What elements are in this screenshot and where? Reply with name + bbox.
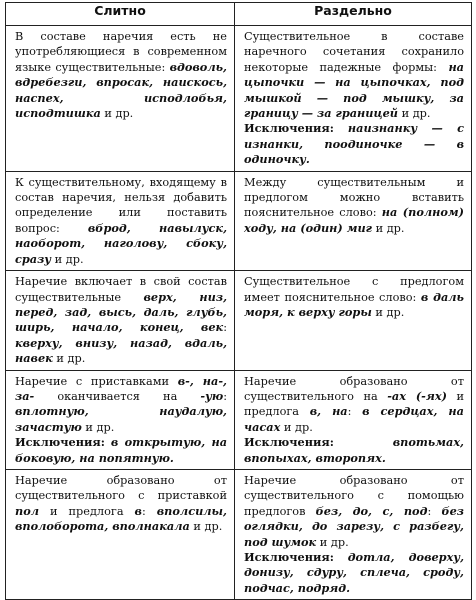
example-words: дотла, доверху, донизу, сдуру, сплеча, сроду, подчас, подряд. <box>244 550 465 595</box>
example-words: в, на <box>309 404 348 419</box>
example-words: на (полном) ходу, на (один) миг <box>244 205 464 235</box>
exceptions-label: Исключения: <box>15 435 105 450</box>
example-words: вполсилы, вполоборота, вполнакала <box>15 503 227 534</box>
rule-text <box>334 551 348 564</box>
example-words: -ую <box>200 388 224 403</box>
exceptions-label: Исключения: <box>244 435 334 450</box>
rule-cell-together <box>6 26 235 172</box>
example-words: в открытую, на боковую, на попятную. <box>15 435 228 465</box>
rule-cell-together <box>6 370 235 469</box>
example-words: без, до, с, под <box>315 503 428 518</box>
rule-text: Наречие с приставками <box>15 374 178 388</box>
example-words: пол <box>15 503 40 518</box>
rule-text: и др. <box>100 107 134 121</box>
rule-cell-separate <box>235 469 472 599</box>
column-header-separate: Раздельно <box>235 3 472 26</box>
rule-text: Наречие образовано от существительного с приставкой <box>15 473 227 503</box>
example-words: в-, на-, за- <box>15 373 227 403</box>
rule-text: Наречие образовано от существительного на <box>244 374 464 403</box>
example-words: в сердцах, на часах <box>244 404 464 434</box>
exceptions-label: Исключения: <box>244 121 334 136</box>
example-words: наизнанку — с изнанки, поодиночке — в одиночку. <box>244 121 464 167</box>
example-words: верх, низ, перед, зад, высь, даль, глубь, ширь, начало, конец, век <box>15 289 228 335</box>
rule-text: и предлога <box>244 389 464 419</box>
rule-text: и др. <box>52 352 86 366</box>
rule-text: и др. <box>372 221 405 235</box>
spelling-rules-table <box>5 2 472 600</box>
exceptions-label: Исключения: <box>244 550 334 564</box>
rule-text: и др. <box>397 107 431 121</box>
rule-text: и др. <box>189 520 223 534</box>
rule-text: В составе наречия есть не употребляющиеся в современном языке существительные: <box>15 30 227 74</box>
example-words: вдоволь, вдребезги, впросак, наискось, наспех, исподлобья, исподтишка <box>15 59 227 121</box>
rule-text: К существительному, входящему в состав наречия, нельзя добавить определение или поставить вопрос: <box>15 175 227 235</box>
rule-text: : <box>427 504 442 518</box>
rule-text: : <box>141 504 157 518</box>
rule-text: Существительное с предлогом имеет пояснительное слово: <box>244 275 464 304</box>
example-words: в <box>134 503 142 518</box>
rule-text: и др. <box>280 420 313 434</box>
rule-text: и предлога <box>39 504 135 518</box>
rule-text: : <box>223 389 227 403</box>
rule-text: Наречие образовано от существительного с помощью предлогов <box>244 473 464 518</box>
rule-text: : <box>223 321 227 335</box>
example-words: на цыпочки — на цыпочках, под мышкой — под мышку, за границу — за границей <box>244 59 464 121</box>
rule-text: и др. <box>51 252 84 266</box>
table-header-row <box>6 3 472 26</box>
rule-text <box>334 122 348 135</box>
rule-cell-separate <box>235 271 472 370</box>
example-words: кверху, внизу, назад, вдаль, навек <box>15 335 227 366</box>
example-words: вброд, навылуск, наоборот, наголову, сбоку, сразу <box>15 220 228 266</box>
table-row <box>6 26 472 172</box>
rule-text: Между существительным и предлогом можно вставить пояснительное слово: <box>244 175 464 220</box>
example-words: вплотную, наудалую, зачастую <box>15 404 227 434</box>
rule-cell-separate <box>235 370 472 469</box>
column-header-together: Слитно <box>6 3 235 26</box>
example-words: в даль моря, к верху горы <box>244 289 465 319</box>
rule-cell-separate <box>235 171 472 270</box>
rule-text: и др. <box>316 535 349 549</box>
rule-text: : <box>347 405 363 419</box>
example-words: впотьмах, впопыхах, второпях. <box>244 435 464 465</box>
example-words: без оглядки, до зарезу, с разбегу, под шумок <box>244 503 464 549</box>
rule-text: и др. <box>371 305 405 319</box>
rule-text: и др. <box>81 420 115 434</box>
example-words: -ах (-ях) <box>387 388 447 403</box>
rule-cell-together <box>6 271 235 370</box>
table-row <box>6 469 472 599</box>
table-row <box>6 271 472 370</box>
rule-text <box>334 436 393 449</box>
rule-text: Наречие включает в свой состав существительные <box>15 275 227 304</box>
rule-cell-together <box>6 469 235 599</box>
rule-cell-separate <box>235 26 472 172</box>
rule-text: оканчивается на <box>34 389 201 403</box>
rule-cell-together <box>6 171 235 270</box>
table-row <box>6 171 472 270</box>
table-row <box>6 370 472 469</box>
rule-text: Существительное в составе наречного сочетания сохранило некоторые падежные формы: <box>244 30 464 74</box>
